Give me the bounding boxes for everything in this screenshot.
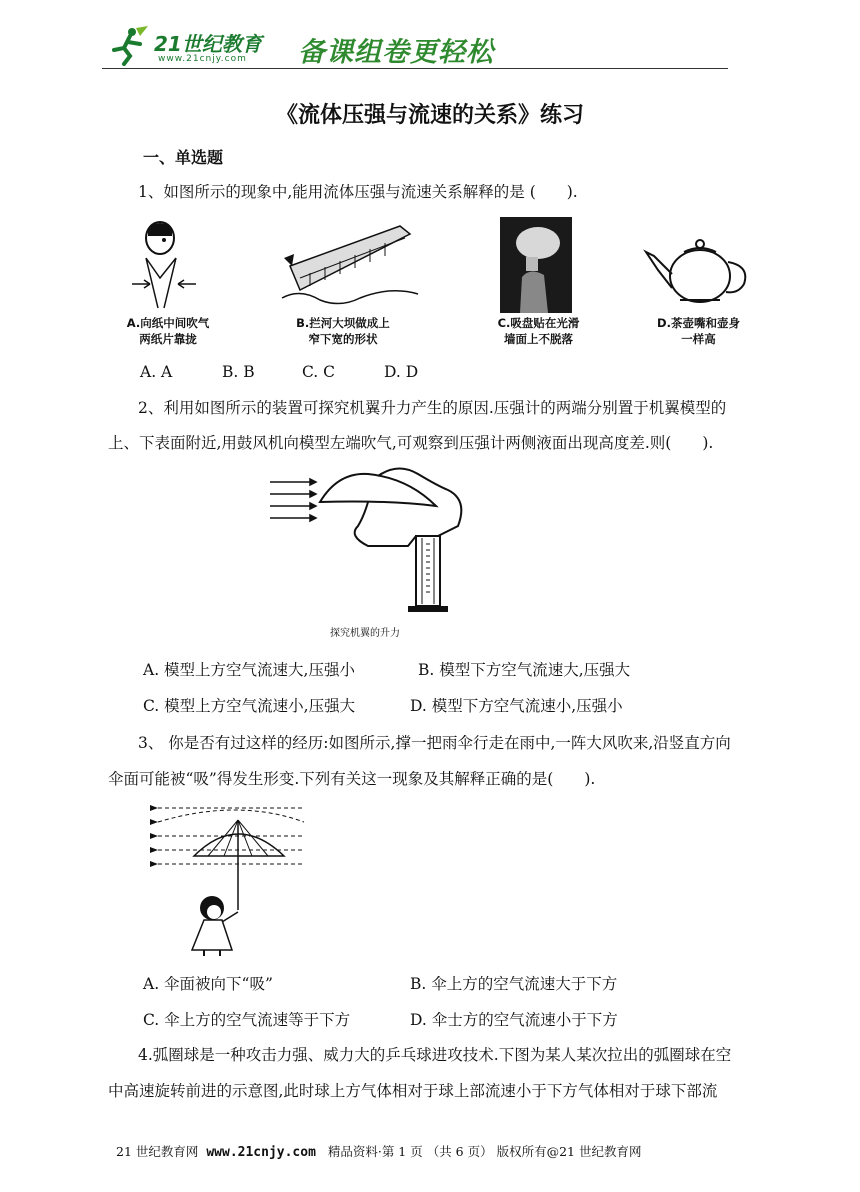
header-logo xyxy=(108,24,728,70)
figure-c-caption: C.吸盘贴在光滑 墙面上不脱落 xyxy=(497,316,580,346)
question-1-text: 1、如图所示的现象中,能用流体压强与流速关系解释的是 ( ). xyxy=(138,183,578,201)
blowing-paper-figure xyxy=(130,218,200,310)
q1-option-d[interactable]: D. D xyxy=(384,363,419,381)
footer-site-name: 21 世纪教育网 xyxy=(116,1144,199,1159)
page-title: 《流体压强与流速的关系》练习 xyxy=(275,103,584,128)
question-3-line2: 伞面可能被“吸”得发生形变.下列有关这一现象及其解释正确的是( ). xyxy=(108,770,596,788)
footer-page-info: 精品资料·第 1 页 （共 6 页） 版权所有@21 世纪教育网 xyxy=(327,1144,642,1159)
question-3-line1: 3、 你是否有过这样的经历:如图所示,撑一把雨伞行走在雨中,一阵大风吹来,沿竖直方向 xyxy=(138,734,731,752)
logo-brand: 21世纪教育 xyxy=(154,32,262,56)
page-footer xyxy=(116,1142,641,1160)
q2-option-c[interactable]: C. 模型上方空气流速小,压强大 xyxy=(143,697,356,715)
section-heading: 一、单选题 xyxy=(143,148,224,167)
q2-option-b[interactable]: B. 模型下方空气流速大,压强大 xyxy=(418,661,631,679)
logo-url: www.21cnjy.com xyxy=(158,54,247,64)
footer-url[interactable]: www.21cnjy.com xyxy=(206,1145,316,1160)
wing-figure-caption: 探究机翼的升力 xyxy=(330,628,400,639)
header-rule xyxy=(102,68,728,69)
figure-d-caption: D.茶壶嘴和壶身 一样高 xyxy=(657,316,740,346)
question-2-line2: 上、下表面附近,用鼓风机向模型左端吹气,可观察到压强计两侧液面出现高度差.则( ). xyxy=(108,434,714,452)
question-4-line2: 中高速旋转前进的示意图,此时球上方气体相对于球上部流速小于下方气体相对于球下部流 xyxy=(108,1082,718,1100)
wing-lift-apparatus-figure xyxy=(268,466,480,618)
q2-option-d[interactable]: D. 模型下方空气流速小,压强小 xyxy=(410,697,623,715)
q3-option-b[interactable]: B. 伞上方的空气流速大于下方 xyxy=(410,975,618,993)
runner-logo-icon xyxy=(110,24,154,66)
q3-option-d[interactable]: D. 伞士方的空气流速小于下方 xyxy=(410,1011,618,1029)
q1-option-c[interactable]: C. C xyxy=(302,363,336,381)
q3-option-c[interactable]: C. 伞上方的空气流速等于下方 xyxy=(143,1011,351,1029)
question-2-line1: 2、利用如图所示的装置可探究机翼升力产生的原因.压强计的两端分别置于机翼模型的 xyxy=(138,399,727,417)
figure-b-caption: B.拦河大坝做成上 窄下宽的形状 xyxy=(296,316,390,346)
q1-option-a[interactable]: A. A xyxy=(140,363,173,381)
figure-a-caption: A.向纸中间吹气 两纸片靠拢 xyxy=(126,316,210,346)
slogan: 备课组卷更轻松 xyxy=(298,37,494,68)
q1-option-b[interactable]: B. B xyxy=(222,363,255,381)
question-4-line1: 4.弧圈球是一种攻击力强、威力大的乒乓球进攻技术.下图为某人某次拉出的弧圈球在空 xyxy=(138,1046,732,1064)
q3-option-a[interactable]: A. 伞面被向下“吸” xyxy=(143,975,273,993)
teapot-figure xyxy=(640,230,760,310)
dam-figure xyxy=(280,218,420,310)
q2-option-a[interactable]: A. 模型上方空气流速大,压强小 xyxy=(143,661,355,679)
suction-cup-photo xyxy=(500,217,572,313)
umbrella-wind-figure xyxy=(148,800,308,958)
